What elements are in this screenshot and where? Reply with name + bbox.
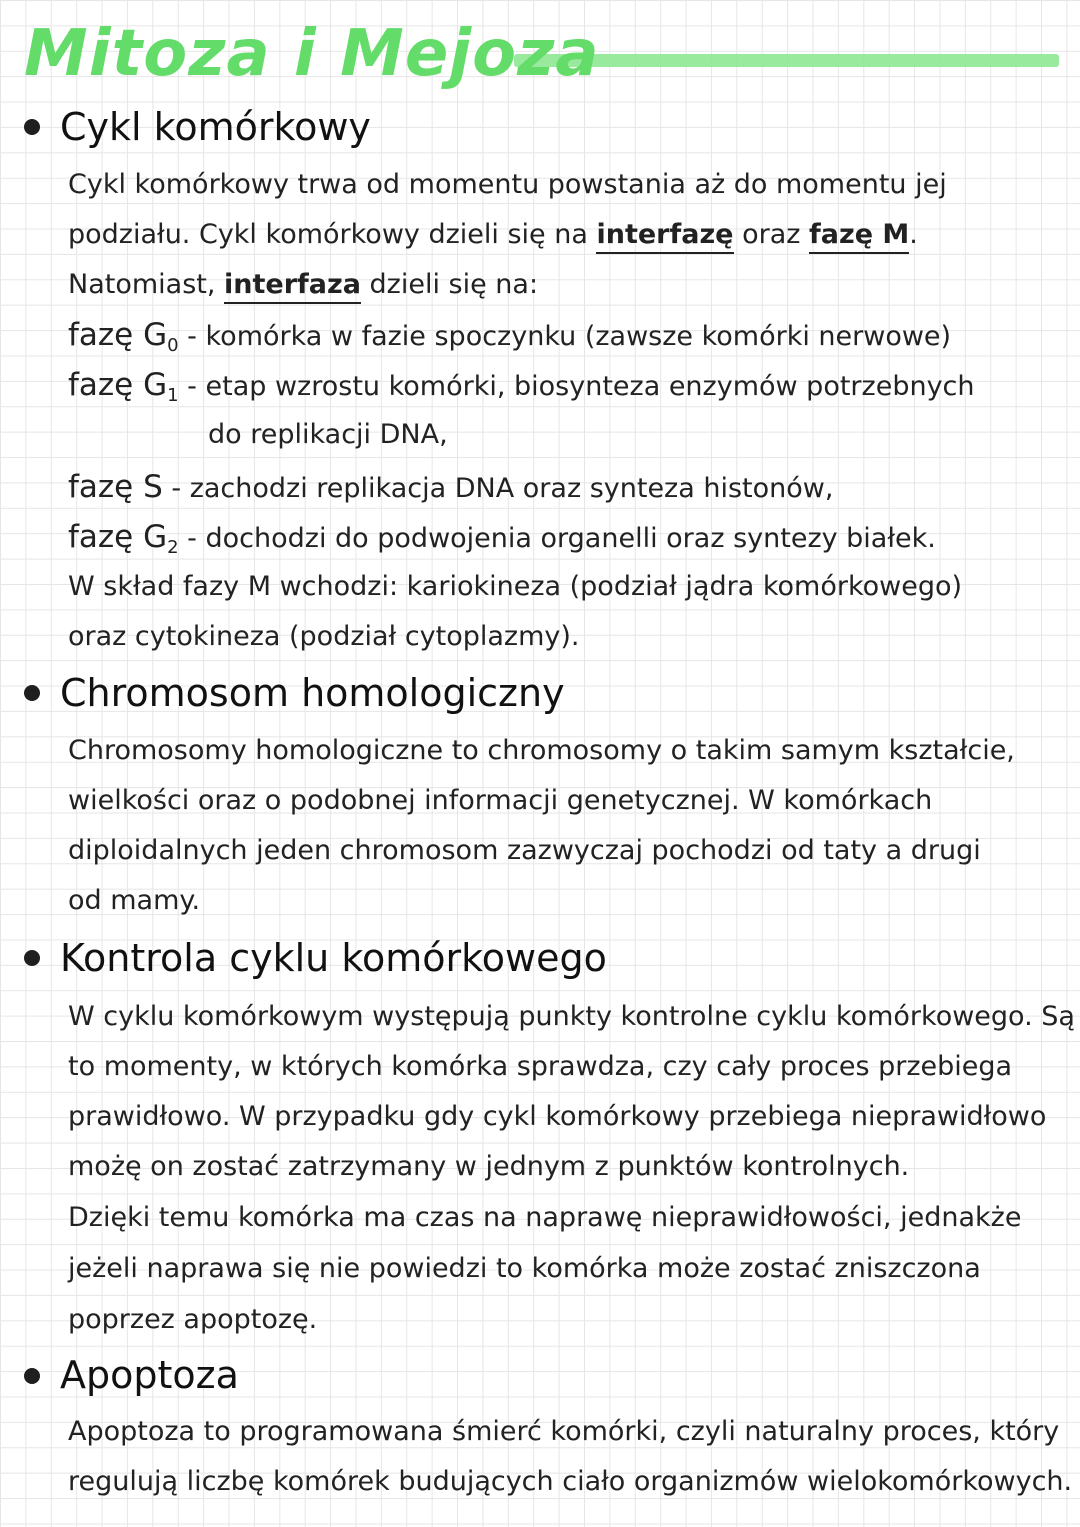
text-line: to momenty, w których komórka sprawdza, czy cały proces przebiega [68,1051,1013,1082]
phase-subscript: 2 [167,537,179,558]
text-span: dzieli się na: [360,269,539,300]
text-span: - komórka w fazie spoczynku (zawsze komórki nerwowe) [178,321,952,352]
text-line [68,260,538,310]
text-span: oraz [733,219,810,250]
text-line: Dzięki temu komórka ma czas na naprawę nieprawidłowości, jednakże [68,1202,1022,1233]
bullet-icon [24,685,40,701]
phase-label: fazę G [68,317,168,353]
section-heading-control: Kontrola cyklu komórkowego [60,936,607,980]
text-line: regulują liczbę komórek budujących ciało organizmów wielokomórkowych. [68,1466,1073,1497]
text-line: W skład fazy M wchodzi: kariokineza (podział jądra komórkowego) [68,571,963,602]
section-heading-apoptosis: Apoptoza [60,1353,239,1397]
page-title: Mitoza i Mejoza [24,17,600,91]
text-line: Chromosomy homologiczne to chromosomy o takim samym kształcie, [68,735,1015,766]
text-line: od mamy. [68,885,201,916]
text-line: możę on zostać zatrzymany w jednym z punktów kontrolnych. [68,1151,910,1182]
section-heading-homolog: Chromosom homologiczny [60,671,565,715]
phase-subscript: 1 [167,385,179,406]
underlined-term: fazę M [809,219,909,254]
text-span: - etap wzrostu komórki, biosynteza enzymów potrzebnych [178,371,975,402]
text-span: . [909,219,918,250]
text-span: Natomiast, [68,269,225,300]
text-span: - dochodzi do podwojenia organelli oraz syntezy białek. [178,523,936,554]
phase-label: fazę G [68,519,168,555]
underlined-term: interfazę [596,219,733,254]
phase-subscript: 0 [167,335,179,356]
text-line: oraz cytokineza (podział cytoplazmy). [68,621,580,652]
section-heading-cycle: Cykl komórkowy [60,105,371,149]
text-line: Cykl komórkowy trwa od momentu powstania aż do momentu jej [68,169,947,200]
text-span: podziału. Cykl komórkowy dzieli się na [68,219,597,250]
text-line: Apoptoza to programowana śmierć komórki, czyli naturalny proces, który [68,1416,1060,1447]
title-block [24,14,1064,94]
phase-g1 [68,360,975,421]
text-line: poprzez apoptozę. [68,1304,318,1335]
phase-label: fazę G [68,367,168,403]
text-line: do replikacji DNA, [208,419,448,450]
underlined-term: interfaza [224,269,361,304]
text-line: prawidłowo. W przypadku gdy cykl komórkowy przebiega nieprawidłowo [68,1101,1047,1132]
bullet-icon [24,119,40,135]
text-line: wielkości oraz o podobnej informacji genetycznej. W komórkach [68,785,933,816]
text-line: jeżeli naprawa się nie powiedzi to komórka może zostać zniszczona [68,1253,981,1284]
text-line [68,210,918,260]
phase-s [68,462,833,514]
text-span: - zachodzi replikacja DNA oraz synteza histonów, [162,473,834,504]
text-line: diploidalnych jeden chromosom zazwyczaj pochodzi od taty a drugi [68,835,981,866]
bullet-icon [24,950,40,966]
bullet-icon [24,1368,40,1384]
text-line: W cyklu komórkowym występują punkty kontrolne cyklu komórkowego. Są [68,1001,1075,1032]
phase-label: fazę S [68,469,163,505]
